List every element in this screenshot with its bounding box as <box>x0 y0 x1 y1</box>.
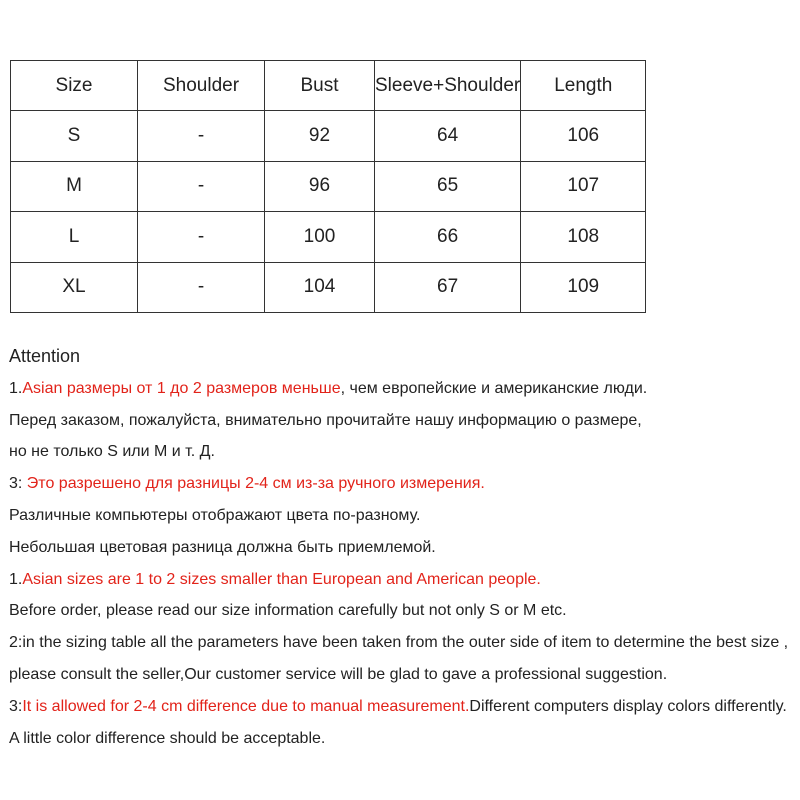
table-cell: 108 <box>521 212 646 262</box>
attention-heading: Attention <box>9 346 81 366</box>
note-line-en-4: please consult the seller,Our customer service will be glad to gave a professional suggestion. <box>9 665 668 683</box>
note-prefix: 1. <box>9 570 23 588</box>
note-line-ru-1 <box>9 373 794 405</box>
note-line-en-5 <box>9 691 794 723</box>
table-cell: L <box>11 212 138 262</box>
table-cell: 67 <box>375 262 521 312</box>
table-cell: 66 <box>375 212 521 262</box>
note-line-ru-3: но не только S или M и т. Д. <box>9 443 215 461</box>
table-cell: 100 <box>265 212 375 262</box>
column-header: Bust <box>265 61 375 111</box>
note-line-en-6: A little color difference should be acceptable. <box>9 729 326 747</box>
table-cell: 65 <box>375 161 521 211</box>
table-row <box>11 262 646 312</box>
table-cell: 92 <box>265 111 375 161</box>
note-line-en-3: 2:in the sizing table all the parameters have been taken from the outer side of item to determine the best size , <box>9 634 789 652</box>
note-prefix: 1. <box>9 379 23 397</box>
table-cell: 107 <box>521 161 646 211</box>
note-highlight: It is allowed for 2-4 cm difference due to manual measurement. <box>22 697 470 715</box>
table-cell: 104 <box>265 262 375 312</box>
note-line-ru-4 <box>9 468 794 500</box>
note-line-ru-5: Различные компьютеры отображают цвета по-разному. <box>9 506 421 524</box>
table-row <box>11 161 646 211</box>
note-line-en-2: Before order, please read our size information carefully but not only S or M etc. <box>9 602 567 620</box>
note-prefix: 3: <box>9 475 27 493</box>
table-cell: M <box>11 161 138 211</box>
table-cell: 109 <box>521 262 646 312</box>
column-header: Sleeve+Shoulder <box>375 61 521 111</box>
table-header-row <box>11 61 646 111</box>
table-cell: S <box>11 111 138 161</box>
note-text: Different computers display colors differently. <box>469 697 787 715</box>
table-row <box>11 212 646 262</box>
note-line-ru-2: Перед заказом, пожалуйста, внимательно прочитайте нашу информацию о размере, <box>9 411 642 429</box>
note-highlight: Asian размеры от 1 до 2 размеров меньше <box>22 379 341 397</box>
note-line-en-1 <box>9 564 794 596</box>
table-cell: XL <box>11 262 138 312</box>
table-cell: - <box>138 111 265 161</box>
size-notes <box>9 341 794 754</box>
column-header: Size <box>11 61 138 111</box>
table-cell: - <box>138 161 265 211</box>
note-line-ru-6: Небольшая цветовая разница должна быть приемлемой. <box>9 538 436 556</box>
table-cell: - <box>138 262 265 312</box>
column-header: Length <box>521 61 646 111</box>
table-cell: 96 <box>265 161 375 211</box>
table-cell: 64 <box>375 111 521 161</box>
note-prefix: 3: <box>9 697 23 715</box>
size-table <box>10 60 646 313</box>
note-highlight: Asian sizes are 1 to 2 sizes smaller than European and American people. <box>22 570 541 588</box>
note-text: , чем европейские и американские люди. <box>340 379 648 397</box>
table-row <box>11 111 646 161</box>
note-highlight: Это разрешено для разницы 2-4 см из-за ручного измерения. <box>26 475 485 493</box>
table-cell: - <box>138 212 265 262</box>
column-header: Shoulder <box>138 61 265 111</box>
table-cell: 106 <box>521 111 646 161</box>
